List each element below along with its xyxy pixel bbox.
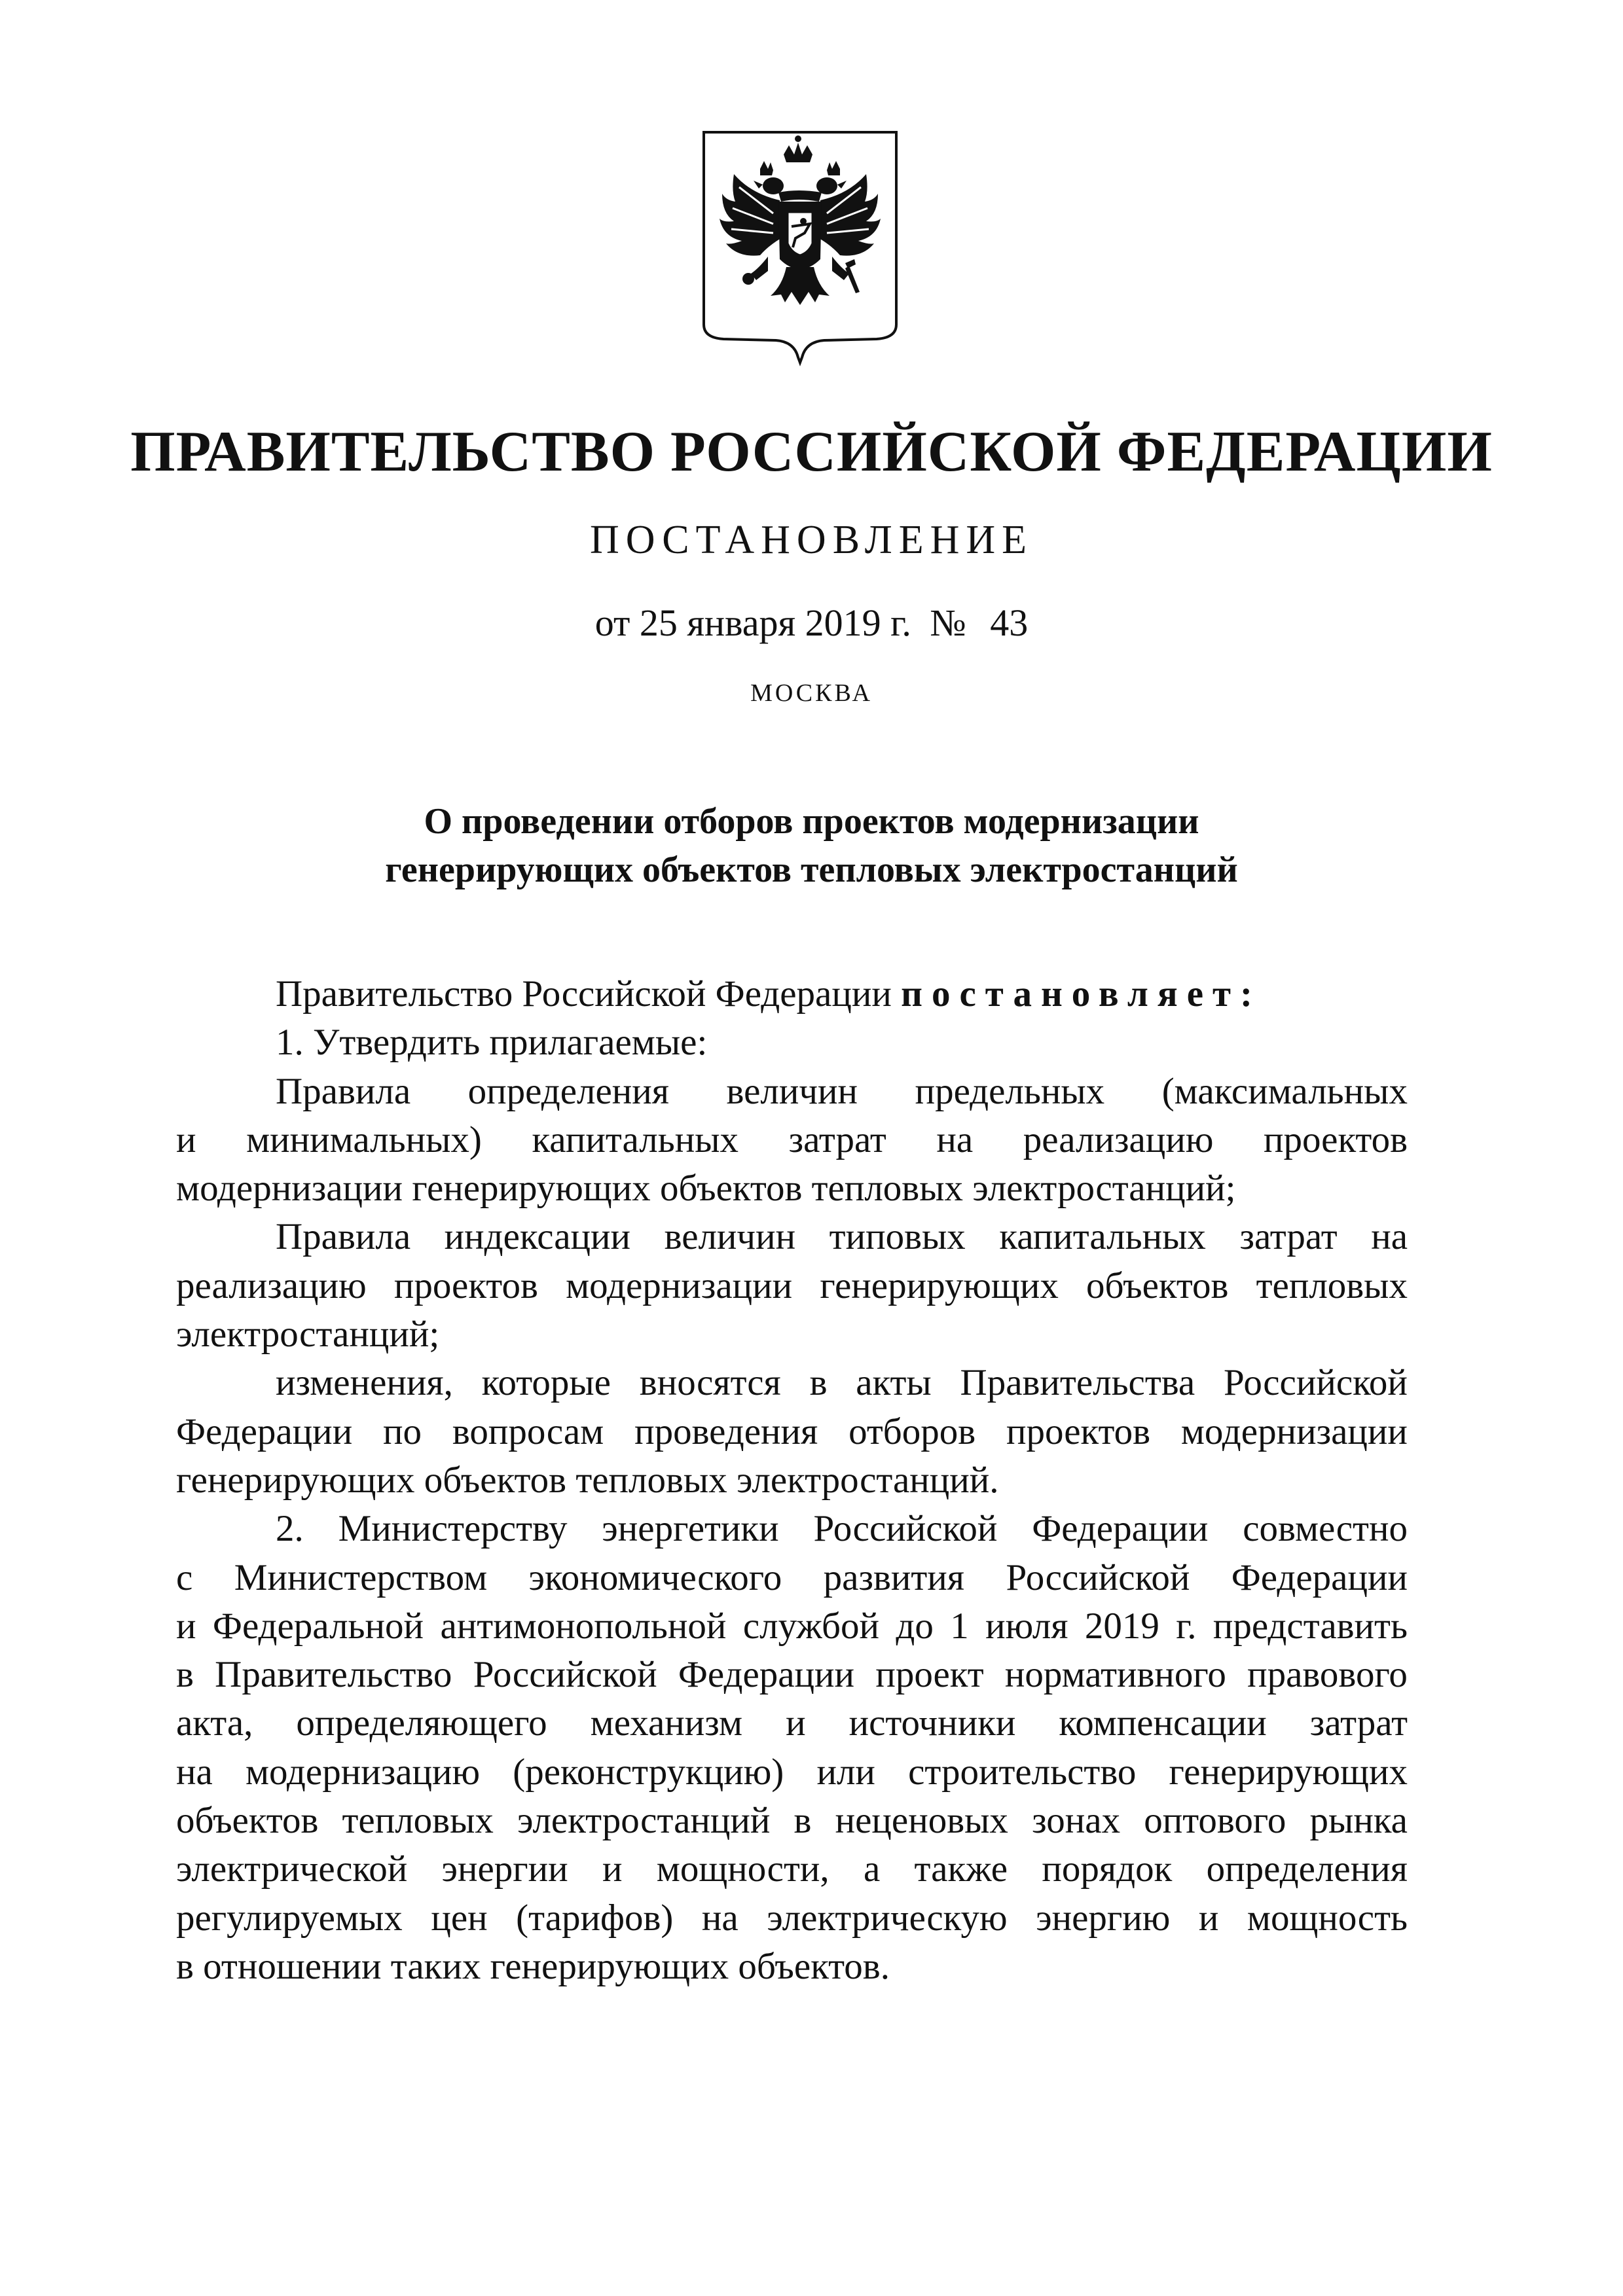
word: модернизации	[566, 1265, 793, 1306]
word: (тарифов)	[516, 1897, 674, 1939]
number-label: №	[930, 601, 966, 644]
government-title: ПРАВИТЕЛЬСТВО РОССИЙСКОЙ ФЕДЕРАЦИИ	[130, 420, 1493, 484]
word: предельных	[915, 1070, 1105, 1112]
word: и	[176, 1119, 196, 1160]
word: в	[809, 1362, 828, 1404]
word: Федерации	[1032, 1508, 1209, 1550]
word: на	[701, 1897, 739, 1939]
word: тепловых	[342, 1800, 494, 1842]
coat-of-arms-emblem	[700, 128, 900, 367]
word: модернизацию	[245, 1751, 481, 1793]
word: антимонопольной	[440, 1605, 727, 1647]
word: определяющего	[296, 1702, 547, 1744]
word: Российской	[473, 1654, 657, 1696]
word: объектов	[176, 1800, 319, 1842]
word: Российской	[813, 1508, 998, 1550]
word: правового	[1247, 1654, 1408, 1696]
word: Правительство	[215, 1654, 452, 1696]
word: Российской	[1224, 1362, 1408, 1404]
word: величин	[726, 1070, 858, 1112]
word: акты	[856, 1362, 932, 1404]
word: и	[602, 1848, 623, 1890]
word: на	[176, 1751, 213, 1793]
word: 1	[950, 1605, 969, 1647]
word: представить	[1213, 1605, 1408, 1647]
word: реализацию	[1023, 1119, 1214, 1160]
preamble-verb: постановляет:	[901, 973, 1262, 1014]
subject-line: генерирующих объектов тепловых электростанций	[385, 850, 1238, 890]
word: июля	[985, 1605, 1068, 1647]
word: затрат	[1309, 1702, 1408, 1744]
word: акта,	[176, 1702, 253, 1744]
paragraph-line	[176, 1894, 1408, 1943]
paragraph-line	[176, 1651, 1408, 1699]
word: проведения	[634, 1410, 818, 1452]
word: определения	[1206, 1848, 1408, 1890]
word: службой	[742, 1605, 879, 1647]
word: реализацию	[176, 1265, 367, 1306]
paragraph-line: генерирующих объектов тепловых электростанций.	[176, 1459, 999, 1501]
word: затрат	[788, 1119, 886, 1160]
word: рынка	[1309, 1800, 1408, 1842]
word: энергии	[441, 1848, 568, 1890]
word: Федерации	[176, 1410, 353, 1452]
word: 2019	[1084, 1605, 1159, 1647]
word: Федерации	[678, 1654, 855, 1696]
word: генерирующих	[820, 1265, 1059, 1306]
word: электрической	[176, 1848, 408, 1890]
word: Министерству	[338, 1508, 568, 1550]
paragraph-line: электростанций;	[176, 1314, 440, 1355]
word: проектов	[1006, 1410, 1151, 1452]
word: затрат	[1239, 1216, 1338, 1258]
paragraph-line	[176, 1116, 1408, 1164]
document-body	[176, 970, 1408, 1991]
word: капитальных	[532, 1119, 739, 1160]
word: модернизации	[1180, 1410, 1408, 1452]
word: энергетики	[602, 1508, 779, 1550]
word: Министерством	[234, 1556, 488, 1598]
word: объектов	[1086, 1265, 1229, 1306]
word: проект	[875, 1654, 984, 1696]
word: (реконструкцию)	[513, 1751, 784, 1793]
word: на	[1371, 1216, 1408, 1258]
paragraph-line	[176, 1554, 1408, 1602]
word: величин	[664, 1216, 796, 1258]
word: 2.	[276, 1508, 304, 1550]
paragraph-line	[176, 1845, 1408, 1893]
word: или	[816, 1751, 875, 1793]
word: зонах	[1032, 1800, 1121, 1842]
document-date-number	[0, 601, 1623, 645]
word: неценовых	[835, 1800, 1008, 1842]
word: капитальных	[999, 1216, 1206, 1258]
word: энергию	[1036, 1897, 1171, 1939]
word: Федеральной	[212, 1605, 424, 1647]
word: Правила	[276, 1070, 411, 1112]
word: изменения,	[276, 1362, 453, 1404]
paragraph-line	[176, 1408, 1408, 1456]
word: порядок	[1042, 1848, 1173, 1890]
word: мощность	[1247, 1897, 1408, 1939]
word: по	[383, 1410, 422, 1452]
word: Федерации	[1231, 1556, 1408, 1598]
word: строительство	[908, 1751, 1137, 1793]
word: проектов	[1263, 1119, 1408, 1160]
word: с	[176, 1556, 193, 1598]
word: нормативного	[1004, 1654, 1226, 1696]
document-type: ПОСТАНОВЛЕНИЕ	[589, 518, 1034, 562]
paragraph-line: модернизации генерирующих объектов тепловых электростанций;	[176, 1168, 1236, 1210]
word: мощности,	[656, 1848, 830, 1890]
word: а	[863, 1848, 881, 1890]
word: типовых	[829, 1216, 966, 1258]
word: минимальных)	[246, 1119, 482, 1160]
word: отборов	[848, 1410, 976, 1452]
word: (максимальных	[1161, 1070, 1408, 1112]
word: которые	[481, 1362, 611, 1404]
word: цен	[431, 1897, 488, 1939]
document-date: от 25 января 2019 г.	[594, 601, 911, 644]
word: до	[896, 1605, 934, 1647]
document-number: 43	[990, 601, 1029, 644]
paragraph-line	[176, 1797, 1408, 1845]
word: электрическую	[767, 1897, 1008, 1939]
word: в	[793, 1800, 812, 1842]
subject-line: О проведении отборов проектов модернизации	[424, 801, 1199, 842]
paragraph-line	[176, 1213, 1408, 1261]
word: Российской	[1006, 1556, 1190, 1598]
word: и	[1198, 1897, 1219, 1939]
paragraph-line	[176, 1748, 1408, 1797]
city: МОСКВА	[750, 679, 873, 707]
paragraph-line	[176, 1505, 1408, 1553]
word: в	[176, 1654, 194, 1696]
word: Правительства	[960, 1362, 1195, 1404]
word: вопросам	[452, 1410, 604, 1452]
word: электростанций	[517, 1800, 771, 1842]
word: г.	[1176, 1605, 1197, 1647]
word: генерирующих	[1169, 1751, 1408, 1793]
word: экономического	[528, 1556, 782, 1598]
word: совместно	[1243, 1508, 1408, 1550]
paragraph-line	[176, 1602, 1408, 1651]
word: вносятся	[639, 1362, 781, 1404]
preamble	[176, 970, 1408, 1018]
item-1: 1. Утвердить прилагаемые:	[276, 1022, 708, 1064]
word: и	[786, 1702, 806, 1744]
word: механизм	[590, 1702, 743, 1744]
word: проектов	[393, 1265, 538, 1306]
paragraph-line	[176, 1699, 1408, 1748]
word: компенсации	[1059, 1702, 1267, 1744]
word: определения	[467, 1070, 669, 1112]
word: Правила	[276, 1216, 411, 1258]
word: на	[936, 1119, 974, 1160]
word: оптового	[1144, 1800, 1286, 1842]
paragraph-line	[176, 1067, 1408, 1116]
word: тепловых	[1256, 1265, 1408, 1306]
word: также	[914, 1848, 1008, 1890]
word: развития	[823, 1556, 965, 1598]
document-subject	[0, 797, 1623, 894]
paragraph-line	[176, 1359, 1408, 1407]
preamble-lead: Правительство Российской Федерации	[276, 973, 892, 1014]
paragraph-line: в отношении таких генерирующих объектов.	[176, 1945, 890, 1987]
word: и	[176, 1605, 196, 1647]
paragraph-line	[176, 1262, 1408, 1310]
word: индексации	[444, 1216, 631, 1258]
word: источники	[848, 1702, 1016, 1744]
word: регулируемых	[176, 1897, 403, 1939]
